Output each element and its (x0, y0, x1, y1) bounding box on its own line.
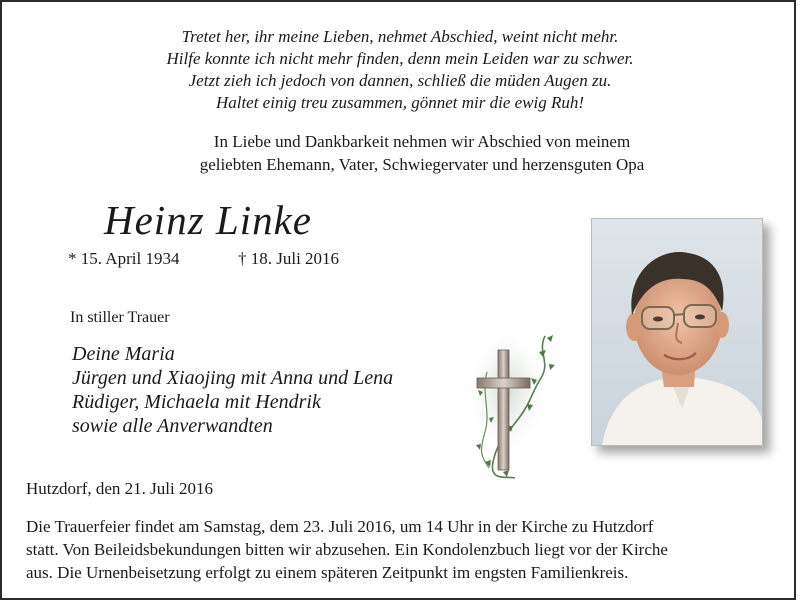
family-member: Deine Maria (72, 343, 175, 365)
intro-line: In Liebe und Dankbarkeit nehmen wir Abschied von meinem (213, 132, 631, 151)
service-line: aus. Die Urnenbeisetzung erfolgt zu einem späteren Zeitpunkt im engsten Familienkreis. (26, 563, 629, 582)
cross-with-ivy-icon (467, 332, 557, 480)
service-line: statt. Von Beileidsbekundungen bitten wir abzusehen. Ein Kondolenzbuch liegt vor der Kirche (26, 540, 668, 559)
birth-date: * 15. April 1934 (68, 249, 180, 268)
deceased-name: Heinz Linke (104, 197, 312, 243)
place-and-date: Hutzdorf, den 21. Juli 2016 (26, 479, 213, 498)
poem-line: Hilfe konnte ich nicht mehr finden, denn mein Leiden war zu schwer. (166, 49, 634, 68)
family-member: Rüdiger, Michaela mit Hendrik (72, 391, 321, 413)
poem-line: Jetzt zieh ich jedoch von dannen, schließ die müden Augen zu. (188, 71, 612, 90)
portrait-photo (591, 218, 763, 446)
service-line: Die Trauerfeier findet am Samstag, dem 23. Juli 2016, um 14 Uhr in der Kirche zu Hutzdorf (26, 517, 654, 536)
family-list (72, 342, 393, 438)
mourning-label: In stiller Trauer (70, 309, 170, 326)
poem (2, 26, 798, 114)
death-date: † 18. Juli 2016 (238, 249, 340, 268)
service-info (26, 515, 668, 584)
intro-line: geliebten Ehemann, Vater, Schwiegervater und herzensguten Opa (199, 155, 645, 174)
poem-line: Haltet einig treu zusammen, gönnet mir die ewig Ruh! (215, 93, 585, 112)
intro-text (142, 130, 702, 176)
family-member: sowie alle Anverwandten (72, 415, 273, 437)
poem-line: Tretet her, ihr meine Lieben, nehmet Abschied, weint nicht mehr. (181, 27, 619, 46)
family-member: Jürgen und Xiaojing mit Anna und Lena (72, 367, 394, 389)
